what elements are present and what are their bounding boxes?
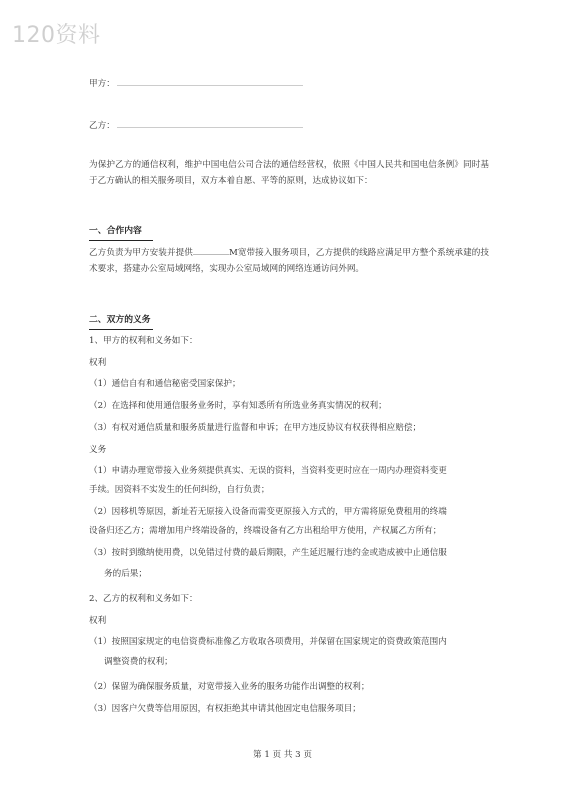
section1-text-after: M宽带接入服务项目，乙方提供的线路应满足甲方整个系统承建的技术要求，搭建办公室局域网络，实现办公室局域网的网络连通访问外网。 <box>89 248 489 274</box>
section2-title: 二、双方的义务 <box>89 315 151 325</box>
list-item: （2）因移机等原因，新址若无原接入设备而需变更原接入方式的，甲方需将原免费租用的终端 <box>89 507 447 517</box>
list-item: （1）按照国家规定的电信资费标准像乙方收取各项费用，并保留在国家规定的资费政策范围内 <box>89 637 447 647</box>
list-item: （1）通信自有和通信秘密受国家保护； <box>89 379 241 389</box>
section1-heading <box>89 224 153 241</box>
list-item: （3）因客户欠费等信用原因，有权拒绝其申请其他固定电信服务项目； <box>89 704 361 714</box>
party-a-label: 甲方： <box>89 79 115 89</box>
page-footer: 第 1 页 共 3 页 <box>253 750 312 760</box>
party-a-rights-heading: 1、甲方的权利和义务如下： <box>89 336 198 346</box>
section1-paragraph <box>89 245 489 277</box>
list-item: （3）有权对通信质量和服务质量进行监督和申诉；在甲方违反协议有权获得相应赔偿； <box>89 423 422 433</box>
section1-title: 一、合作内容 <box>89 226 142 236</box>
list-item-continuation: 务的后果； <box>104 569 147 579</box>
list-item-continuation: 手续。因资料不实发生的任何纠纷，自行负责； <box>89 485 270 495</box>
intro-paragraph: 为保护乙方的通信权利，维护中国电信公司合法的通信经营权，依照《中国人民共和国电信条例》同时基于乙方确认的相关服务项目，双方本着自愿、平等的原则，达成协议如下： <box>89 160 489 186</box>
party-a-duties-label: 义务 <box>89 445 107 455</box>
party-b-row <box>89 118 303 134</box>
section1-text-before: 乙方负责为甲方安装并提供 <box>89 248 193 258</box>
list-item-continuation: 调整资费的权利； <box>104 657 173 667</box>
list-item: （1）申请办理宽带接入业务须提供真实、无误的资料，当资料变更时应在一周内办理资料变更 <box>89 466 447 476</box>
party-b-label: 乙方： <box>89 121 115 131</box>
party-a-blank-line <box>117 76 303 86</box>
list-item: （2）在选择和使用通信服务业务时，享有知悉所有所选业务真实情况的权利； <box>89 401 387 411</box>
party-b-rights-label: 权利 <box>89 616 107 626</box>
party-a-rights-label: 权利 <box>89 358 107 368</box>
list-item-continuation: 设备归还乙方；需增加用户终端设备的，终端设备有乙方出租给甲方使用，产权属乙方所有； <box>89 526 442 536</box>
list-item: （2）保留为确保服务质量，对宽带接入业务的服务功能作出调整的权利； <box>89 682 370 692</box>
section1-underline <box>89 240 153 241</box>
party-b-blank-line <box>117 118 303 128</box>
party-b-rights-heading: 2、乙方的权利和义务如下： <box>89 594 198 604</box>
section2-heading <box>89 313 153 330</box>
section2-underline <box>89 329 153 330</box>
party-a-row <box>89 76 303 92</box>
bandwidth-blank <box>193 245 229 255</box>
list-item: （3）按时到缴纳使用费，以免错过付费的最后期限，产生延迟履行违约金或造成被中止通信服 <box>89 548 447 558</box>
watermark-logo: 120资料 <box>12 23 101 48</box>
